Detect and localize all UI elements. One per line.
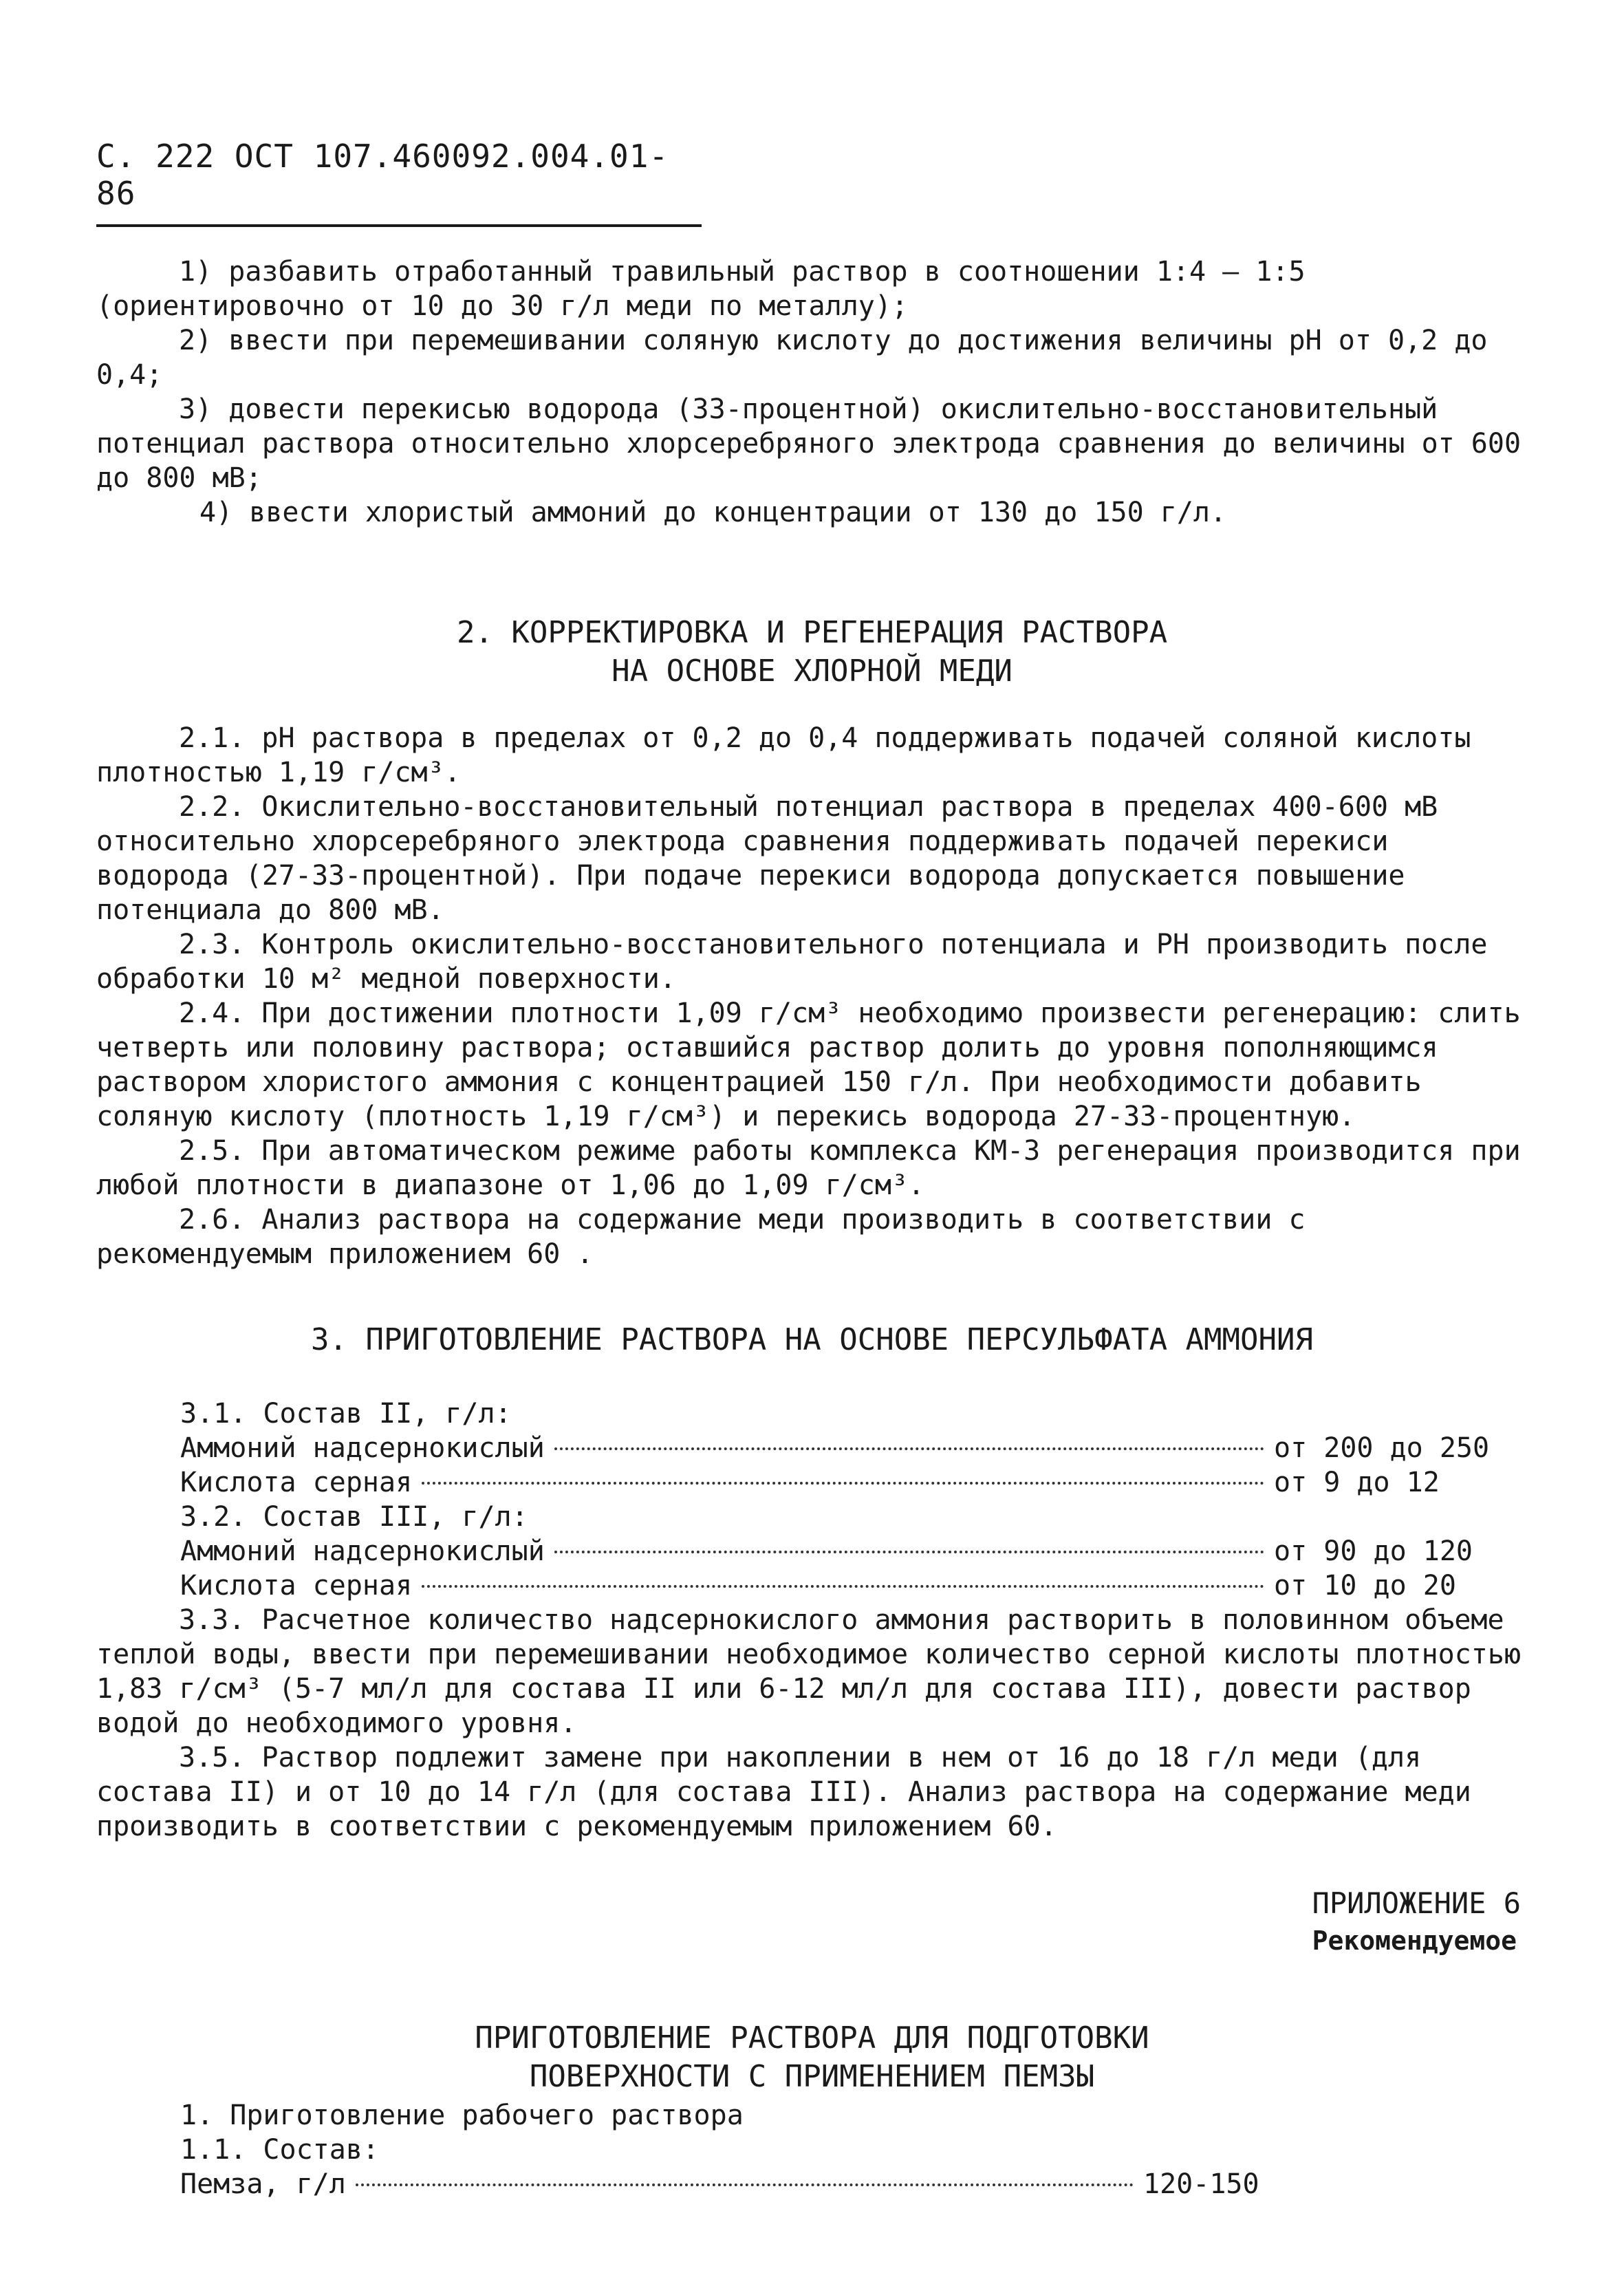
section-3-title: 3. ПРИГОТОВЛЕНИЕ РАСТВОРА НА ОСНОВЕ ПЕРСУЛЬФАТА АММОНИЯ [311, 1322, 1313, 1357]
appendix-title-line-1: ПРИГОТОВЛЕНИЕ РАСТВОРА ДЛЯ ПОДГОТОВКИ [475, 2020, 1149, 2056]
composition-2-title: 3.1. Состав II, г/л: [180, 1398, 512, 1430]
intro-list [96, 255, 1534, 530]
appendix-item-1-1: 1.1. Состав: [180, 2134, 379, 2166]
appendix-label-block [1312, 1885, 1521, 1959]
intro-item-3: 3) довести перекисью водорода (33-процентной) окислительно-восстановительный потенциал раствора относительно хлорсеребряного электрода сравнения до величины от 600 до 800 мВ; [96, 393, 1522, 494]
para-3-3: 3.3. Расчетное количество надсернокислого аммония растворить в половинном объеме теплой воды, ввести при перемешивании необходимое количество серной кислоты плотностью 1,83 г/см³ (5-7 мл/л для состава II или 6-12 мл/л для состава III), довести раствор водой до необходимого уровня. [96, 1604, 1522, 1739]
ingredient-value: от 10 до 20 [1274, 1570, 1456, 1602]
para-2-6: 2.6. Анализ раствора на содержание меди производить в соответствии с рекомендуемым приложением 60 . [96, 1204, 1306, 1270]
intro-item-4: 4) ввести хлористый аммоний до концентрации от 130 до 150 г/л. [199, 497, 1227, 528]
section-2-title-line-1: 2. КОРРЕКТИРОВКА И РЕГЕНЕРАЦИЯ РАСТВОРА [456, 615, 1168, 650]
leader-dots [554, 1447, 1264, 1450]
para-2-3: 2.3. Контроль окислительно-восстановительного потенциала и РН производить после обработки 10 м² медной поверхности. [96, 929, 1488, 995]
leader-dots [554, 1551, 1264, 1553]
para-2-4: 2.4. При достижении плотности 1,09 г/см³ необходимо произвести регенерацию: слить четверть или половину раствора; оставшийся раствор долить до уровня пополняющимся раствором хлористого аммония с концентрацией 150 г/л. При необходимости добавить соляную кислоту (плотность 1,19 г/см³) и перекись водорода 27-33-процентную. [96, 998, 1521, 1132]
composition-lists [180, 1397, 1508, 1603]
ingredient-value: от 200 до 250 [1274, 1432, 1490, 1464]
composition-2-row [180, 1431, 1508, 1465]
ingredient-name: Кислота серная [180, 1467, 413, 1498]
section-2-body [96, 721, 1534, 1271]
composition-3-row [180, 1534, 1508, 1568]
intro-item-1: 1) разбавить отработанный травильный раствор в соотношении 1:4 – 1:5 (ориентировочно от 10 до 30 г/л меди по металлу); [96, 256, 1306, 322]
intro-item-2: 2) ввести при перемешивании соляную кислоту до достижения величины рН от 0,2 до 0,4; [96, 325, 1488, 391]
appendix-subtitle: Рекомендуемое [1312, 1926, 1517, 1956]
leader-dots [422, 1585, 1264, 1588]
page-header: С. 222 ОСТ 107.460092.004.01-86 [96, 138, 702, 227]
leader-dots [422, 1482, 1264, 1485]
appendix-title-line-2: ПОВЕРХНОСТИ С ПРИМЕНЕНИЕМ ПЕМЗЫ [529, 2059, 1095, 2094]
composition-3-title: 3.2. Состав III, г/л: [180, 1501, 528, 1533]
appendix-item-1: 1. Приготовление рабочего раствора [180, 2100, 744, 2131]
appendix-label: ПРИЛОЖЕНИЕ 6 [1312, 1886, 1521, 1920]
para-3-5: 3.5. Раствор подлежит замене при накоплении в нем от 16 до 18 г/л меди (для состава II) и от 10 до 14 г/л (для состава III). Анализ раствора на содержание меди производить в соответствии с рекомендуемым приложением 60. [96, 1742, 1471, 1842]
ingredient-value: от 90 до 120 [1274, 1535, 1473, 1567]
ingredient-name: Аммоний надсернокислый [180, 1535, 545, 1567]
section-2-heading [0, 614, 1624, 691]
section-2-title-line-2: НА ОСНОВЕ ХЛОРНОЙ МЕДИ [611, 654, 1013, 689]
para-2-5: 2.5. При автоматическом режиме работы комплекса КМ-3 регенерация производится при любой плотности в диапазоне от 1,06 до 1,09 г/см³. [96, 1135, 1521, 1201]
ingredient-value: 120-150 [1143, 2168, 1259, 2200]
appendix-composition-row [180, 2167, 1295, 2201]
section-3-body [96, 1603, 1534, 1844]
composition-3-row [180, 1568, 1508, 1603]
section-3-heading [0, 1321, 1624, 1359]
para-2-2: 2.2. Окислительно-восстановительный потенциал раствора в пределах 400-600 мВ относительно хлорсеребряного электрода сравнения поддерживать подачей перекиси водорода (27-33-процентной). При подаче перекиси водорода допускается повышение потенциала до 800 мВ. [96, 791, 1438, 926]
composition-2-row [180, 1465, 1508, 1500]
para-2-1: 2.1. рН раствора в пределах от 0,2 до 0,4 поддерживать подачей соляной кислоты плотностью 1,19 г/см³. [96, 722, 1471, 788]
appendix-heading [0, 2019, 1624, 2096]
ingredient-name: Пемза, г/л [180, 2168, 346, 2200]
appendix-body [180, 2098, 1295, 2201]
leader-dots [356, 2184, 1134, 2186]
ingredient-name: Кислота серная [180, 1570, 413, 1602]
ingredient-name: Аммоний надсернокислый [180, 1432, 545, 1464]
ingredient-value: от 9 до 12 [1274, 1467, 1440, 1498]
